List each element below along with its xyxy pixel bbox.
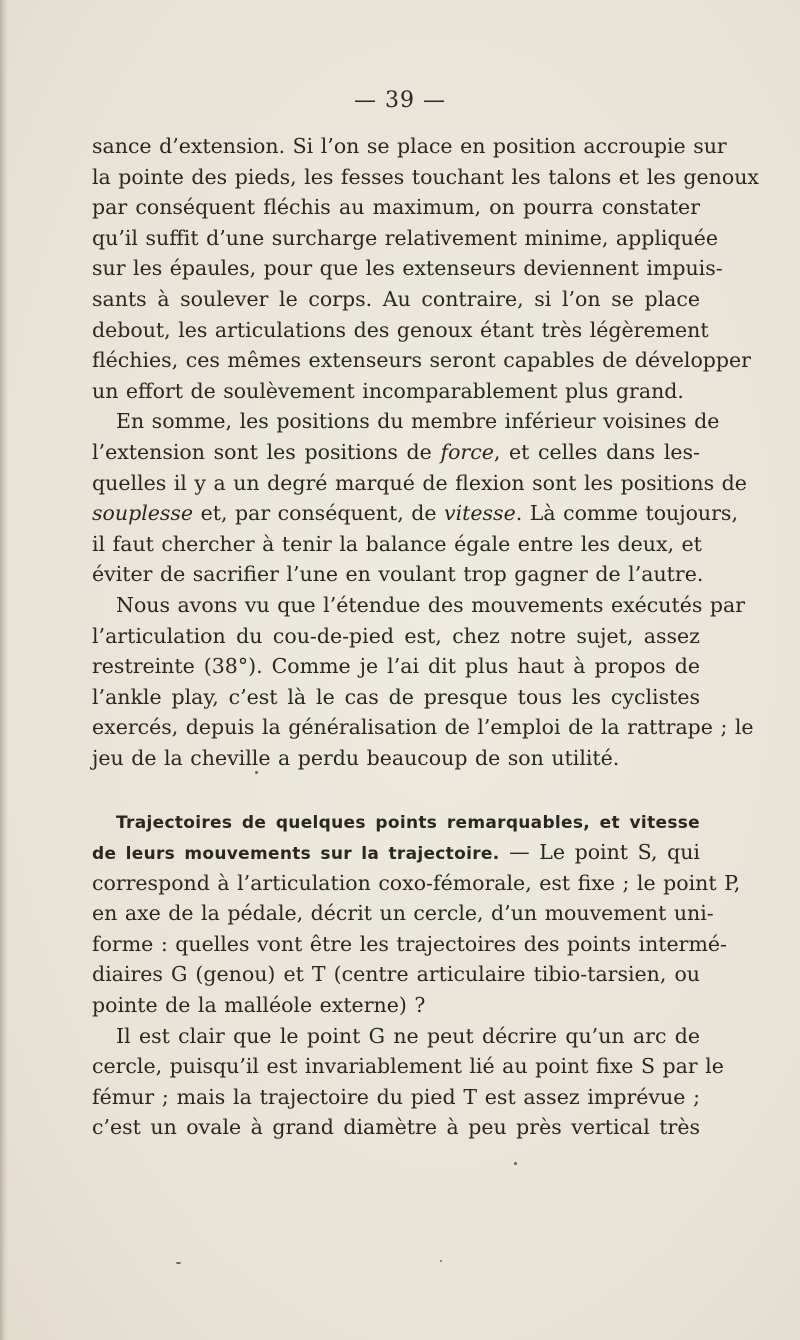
text-line: Nous avons vu que l’étendue des mouvements exécutés par bbox=[116, 592, 746, 617]
section-heading-line bbox=[92, 806, 700, 837]
text-line: qu’il suffit d’une surcharge relativement minime, appliquée bbox=[92, 225, 719, 250]
section-heading: de leurs mouvements sur la trajectoire. bbox=[92, 844, 500, 865]
italic-term: souplesse bbox=[92, 501, 194, 526]
text-line: forme : quelles vont être les trajectoires des points intermé- bbox=[92, 931, 727, 956]
text-line: la pointe des pieds, les fesses touchant les talons et les genoux bbox=[92, 164, 759, 189]
body-text bbox=[92, 131, 759, 1143]
paper-speck bbox=[176, 1262, 181, 1264]
text-line: un effort de soulèvement incomparablement plus grand. bbox=[92, 378, 684, 403]
text-line: sance d’extension. Si l’on se place en position accroupie sur bbox=[92, 134, 727, 158]
text-line: éviter de sacrifier l’une en voulant trop gagner de l’autre. bbox=[92, 562, 704, 587]
text-line: quelles il y a un degré marqué de flexion sont les positions de bbox=[92, 470, 747, 495]
text-line: il faut chercher à tenir la balance égale entre les deux, et bbox=[92, 531, 702, 556]
text-line: jeu de la cheville a perdu beaucoup de son utilité. bbox=[92, 745, 620, 770]
text-line: en axe de la pédale, décrit un cercle, d’un mouvement uni- bbox=[92, 901, 714, 926]
paper-speck bbox=[514, 1162, 517, 1165]
text-fragment: l’extension sont les positions de bbox=[92, 439, 432, 464]
text-line: sur les épaules, pour que les extenseurs deviennent impuis- bbox=[92, 256, 723, 281]
text-line: diaires G (genou) et T (centre articulaire tibio-tarsien, ou bbox=[92, 962, 700, 987]
text-line: Il est clair que le point G ne peut décrire qu’un arc de bbox=[116, 1023, 700, 1048]
page-number: — 39 — bbox=[354, 88, 446, 113]
text-line: correspond à l’articulation coxo-fémorale, est fixe ; le point P, bbox=[92, 870, 741, 895]
text-line: sants à soulever le corps. Au contraire, si l’on se place bbox=[92, 286, 700, 311]
text-line: l’ankle play, c’est là le cas de presque tous les cyclistes bbox=[92, 684, 700, 709]
text-fragment: . Là comme toujours, bbox=[515, 501, 738, 526]
text-line: cercle, puisqu’il est invariablement lié au point fixe S par le bbox=[92, 1054, 724, 1079]
text-line bbox=[92, 498, 738, 529]
text-line: c’est un ovale à grand diamètre à peu près vertical très bbox=[92, 1115, 700, 1140]
italic-term: force bbox=[440, 439, 494, 464]
text-line bbox=[92, 437, 700, 468]
text-line: fémur ; mais la trajectoire du pied T est assez imprévue ; bbox=[92, 1084, 700, 1109]
section-heading: Trajectoires de quelques points remarquables, et vitesse bbox=[116, 813, 700, 834]
italic-term: vitesse bbox=[444, 501, 516, 526]
text-line: En somme, les positions du membre inférieur voisines de bbox=[116, 409, 720, 434]
text-line: pointe de la malléole externe) ? bbox=[92, 993, 426, 1018]
paper-speck bbox=[440, 1260, 442, 1262]
paper-speck bbox=[255, 771, 258, 774]
text-line: exercés, depuis la généralisation de l’emploi de la rattrape ; le bbox=[92, 715, 754, 740]
text-line: l’articulation du cou-de-pied est, chez notre sujet, assez bbox=[92, 623, 700, 648]
text-line: fléchies, ces mêmes extenseurs seront capables de développer bbox=[92, 348, 751, 373]
section-heading-line bbox=[92, 837, 700, 868]
text-line: restreinte (38°). Comme je l’ai dit plus haut à propos de bbox=[92, 654, 700, 679]
text-fragment: et, par conséquent, de bbox=[193, 501, 445, 526]
text-fragment: — Le point S, qui bbox=[499, 840, 700, 865]
text-fragment: , et celles dans les- bbox=[493, 439, 700, 464]
page-binding-edge bbox=[0, 0, 8, 1340]
text-line: debout, les articulations des genoux étant très légèrement bbox=[92, 317, 709, 342]
section-gap bbox=[92, 773, 700, 806]
text-line: par conséquent fléchis au maximum, on pourra constater bbox=[92, 195, 700, 220]
